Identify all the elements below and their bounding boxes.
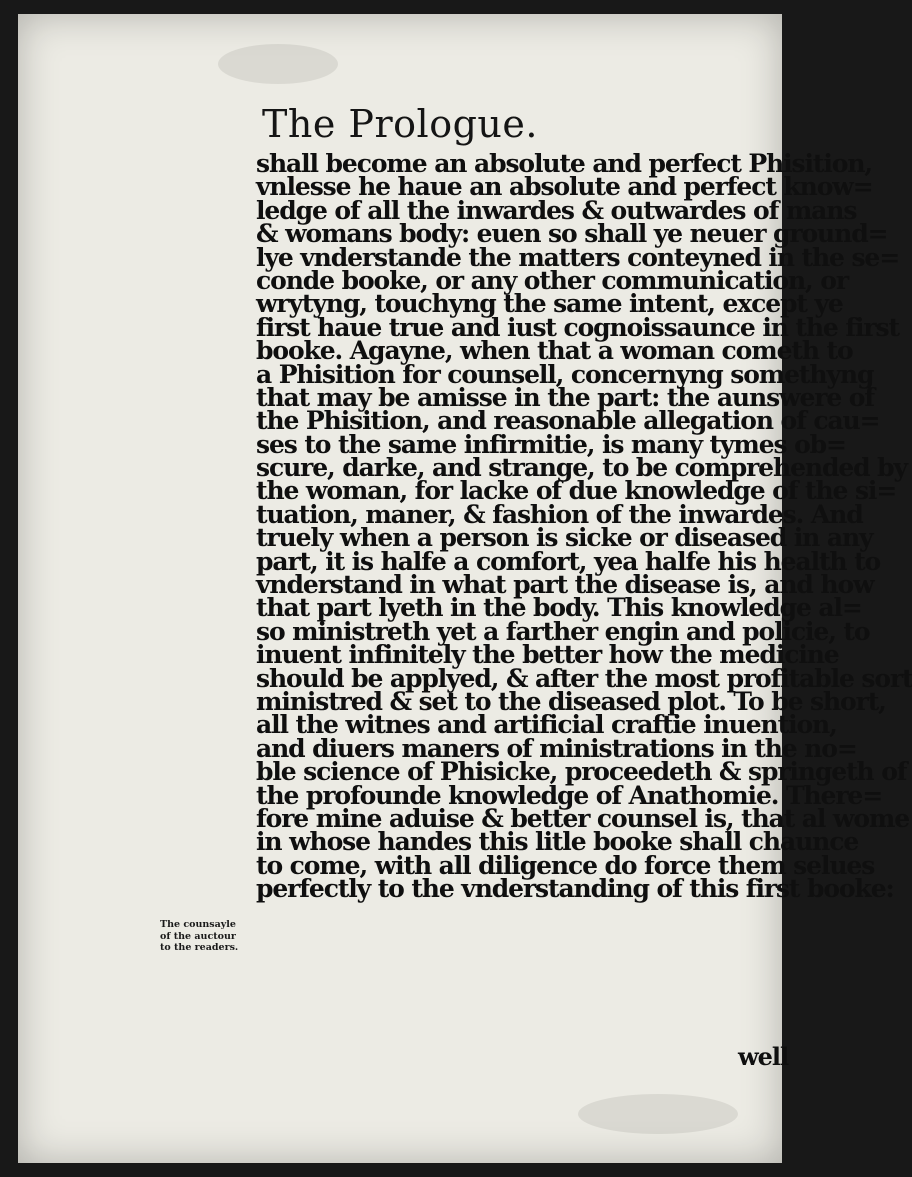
text-line: vnderstand in what part the disease is, and how	[256, 570, 874, 600]
running-head: The Prologue.	[262, 102, 538, 146]
text-line: shall become an absolute and perfect Phisition,	[256, 149, 873, 178]
text-line: ses to the same infirmitie, is many tymes ob=	[256, 429, 846, 459]
body-text	[256, 149, 912, 904]
margin-note-line: of the auctour	[160, 930, 236, 942]
text-line: inuent infinitely the better how the medicine	[256, 640, 839, 670]
text-line: the woman, for lacke of due knowledge of the si=	[256, 476, 897, 506]
text-line: ministred & set to the diseased plot. To be short,	[256, 686, 886, 716]
text-line: ble science of Phisicke, proceedeth & springeth of	[256, 757, 907, 787]
text-line: so ministreth yet a farther engin and policie, to	[256, 616, 870, 646]
text-line: part, it is halfe a comfort, yea halfe his health to	[256, 546, 881, 576]
book-page	[18, 14, 912, 1163]
text-line: that part lyeth in the body. This knowledge al=	[256, 593, 862, 623]
text-line: truely when a person is sicke or diseased in any	[256, 523, 873, 553]
text-line: the Phisition, and reasonable allegation of cau=	[256, 406, 880, 436]
text-line: ledge of all the inwardes & outwardes of mans	[256, 195, 857, 225]
text-line: tuation, maner, & fashion of the inwardes. And	[256, 499, 863, 529]
text-line: a Phisition for counsell, concernyng somethyng	[256, 359, 874, 389]
text-line: perfectly to the vnderstanding of this first booke:	[256, 874, 894, 904]
margin-note	[160, 919, 252, 954]
text-line: wrytyng, touchyng the same intent, except ye	[256, 289, 843, 319]
text-line: to come, with all diligence do force them selues	[256, 850, 875, 880]
text-line: and diuers maners of ministrations in the no=	[256, 733, 857, 763]
text-line: scure, darke, and strange, to be comprehended by	[256, 453, 907, 483]
margin-note-line: The counsayle	[160, 919, 236, 930]
text-line: vnlesse he haue an absolute and perfect know=	[256, 172, 873, 202]
text-line: & womans body: euen so shall ye neuer ground=	[256, 219, 888, 249]
text-line: should be applyed, & after the most profitable sort	[256, 663, 912, 693]
margin-note-line: to the readers.	[160, 942, 239, 953]
text-line: lye vnderstande the matters conteyned in the se=	[256, 242, 900, 272]
paper-stain	[578, 1094, 738, 1134]
text-line: booke. Agayne, when that a woman cometh to	[256, 336, 853, 366]
paper-stain	[218, 44, 338, 84]
text-line: that may be amisse in the part: the aunswere of	[256, 382, 874, 412]
text-line: first haue true and iust cognoissaunce in the first	[256, 312, 899, 342]
text-line: the profounde knowledge of Anathomie. There=	[256, 780, 883, 810]
catchword: well	[738, 1042, 789, 1071]
text-line: in whose handes this litle booke shall chaunce	[256, 827, 859, 857]
text-line: all the witnes and artificial craftie inuention,	[256, 710, 837, 740]
text-line: fore mine aduise & better counsel is, that al wome	[256, 803, 910, 833]
text-line: conde booke, or any other communication, or	[256, 265, 848, 295]
